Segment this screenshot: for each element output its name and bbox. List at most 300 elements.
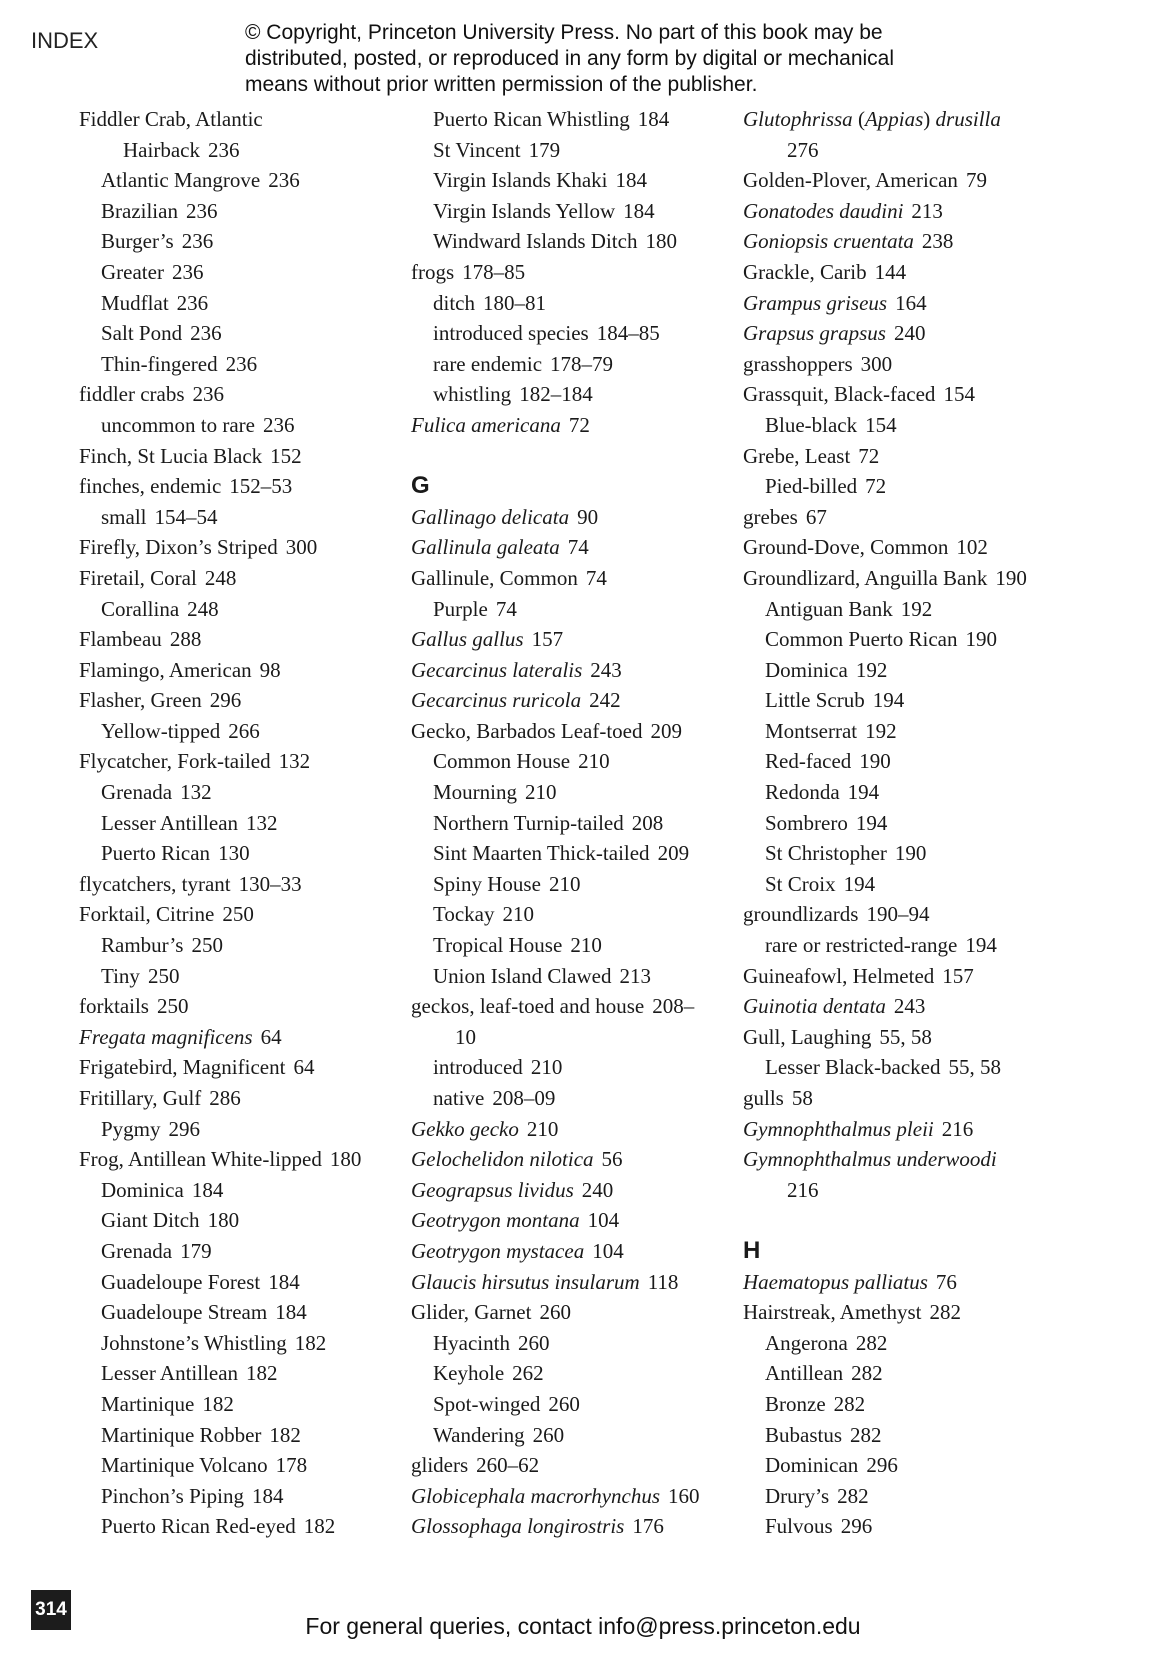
entry-term: Frigatebird, Magnificent [79,1055,286,1080]
entry-term: native [433,1086,485,1110]
entry-term: Glossophaga longirostris [411,1514,625,1539]
entry-term: Puerto Rican [101,841,211,866]
index-entry [411,746,731,777]
entry-page-ref: 154–54 [154,504,218,529]
index-entry [411,288,731,319]
entry-term: Gecarcinus ruricola [411,688,582,713]
entry-page-ref: 179 [528,137,561,162]
entry-term: Grampus griseus [743,290,888,315]
entry-page-ref: 164 [895,290,927,315]
entry-term: Yellow-tipped [101,718,221,743]
index-entry [411,1420,731,1451]
entry-term: Pinchon’s Piping [101,1483,244,1508]
entry-page-ref: 184 [275,1300,307,1325]
entry-page-ref: 216 [941,1116,974,1141]
entry-term: Angerona [765,1330,848,1355]
index-entry [79,1144,399,1175]
index-entry [411,961,731,992]
index-entry [79,991,399,1022]
index-entry [743,777,1103,808]
index-entry [411,930,731,961]
index-entry [743,1175,1103,1206]
entry-page-ref: 176 [632,1514,664,1539]
entry-page-ref: 74 [495,596,517,621]
entry-term: Blue-black [765,412,858,437]
entry-page-ref: 240 [893,321,926,346]
entry-term: Gymnophthalmus pleii [743,1116,934,1141]
entry-term: Grassquit, Black-faced [743,382,936,407]
entry-page-ref: 282 [833,1391,866,1416]
entry-term: Mourning [433,780,517,805]
entry-term: Martinique Robber [101,1422,262,1447]
entry-term: Martinique [101,1391,195,1416]
entry-term-part: drusilla [935,107,1001,131]
entry-page-ref: 236 [268,168,300,193]
index-entry [79,288,399,319]
copyright-line: © Copyright, Princeton University Press. No part of this book may be [245,21,883,44]
index-entry [411,991,731,1022]
index-entry [743,471,1103,502]
entry-term: Pied-billed [765,474,858,499]
entry-term: Brazilian [101,198,178,223]
entry-page-ref: 210 [502,902,535,927]
entry-page-ref: 296 [168,1116,201,1141]
section-letter: G [411,472,430,500]
entry-term: Lesser Antillean [101,810,239,835]
entry-term: Gecarcinus lateralis [411,657,583,682]
entry-page-ref: 276 [787,137,819,162]
entry-page-ref: 296 [866,1453,898,1478]
entry-term: introduced species [433,321,589,346]
entry-term: Tiny [101,963,140,988]
entry-page-ref: 236 [225,351,258,376]
entry-term: Firefly, Dixon’s Striped [79,535,278,560]
entry-term: groundlizards [743,902,859,927]
entry-term: St Croix [765,871,836,896]
entry-page-ref: 282 [855,1330,888,1355]
index-entry [411,165,731,196]
entry-page-ref: 182 [303,1514,336,1539]
index-entry [79,471,399,502]
index-entry [743,441,1103,472]
entry-term: Lesser Antillean [101,1361,239,1386]
entry-page-ref: 260 [548,1391,580,1416]
index-entry [743,410,1103,441]
index-entry [79,1022,399,1053]
entry-page-ref: 10 [455,1024,476,1049]
entry-term: Dominica [765,657,848,682]
entry-page-ref: 55, 58 [879,1024,932,1049]
entry-page-ref: 194 [843,871,876,896]
entry-page-ref: 102 [956,535,988,560]
entry-term: Common Puerto Rican [765,627,958,652]
index-entry [411,1022,731,1053]
entry-term: Guadeloupe Forest [101,1269,261,1294]
entry-term: geckos, leaf-toed and house [411,994,645,1019]
index-entry [79,104,399,135]
entry-term: Groundlizard, Anguilla Bank [743,565,988,590]
index-entry [411,410,731,441]
index-entry [411,257,731,288]
entry-page-ref: 190 [995,565,1027,590]
index-entry [411,716,731,747]
index-entry [79,257,399,288]
index-entry [743,1328,1103,1359]
entry-term: Martinique Volcano [101,1453,268,1478]
index-entry [79,961,399,992]
entry-page-ref: 210 [578,749,610,774]
index-entry [411,899,731,930]
entry-page-ref: 144 [874,259,907,284]
entry-page-ref: 157 [942,963,974,988]
index-entry [411,196,731,227]
index-entry [411,1297,731,1328]
index-entry [411,808,731,839]
index-entry [411,1052,731,1083]
entry-page-ref: 242 [589,688,621,713]
entry-term: Finch, St Lucia Black [79,443,263,468]
index-entry [411,1389,731,1420]
entry-term: Grenada [101,1238,173,1263]
entry-term: Guinotia dentata [743,994,886,1019]
entry-term: Greater [101,259,164,284]
index-entry [79,1481,399,1512]
entry-term: ditch [433,290,475,315]
index-entry [411,379,731,410]
entry-term: St Vincent [433,137,521,162]
index-entry [743,1389,1103,1420]
index-entry [411,838,731,869]
entry-term: Guineafowl, Helmeted [743,963,935,988]
index-entry [743,532,1103,563]
entry-term: Firetail, Coral [79,565,197,590]
index-entry [743,716,1103,747]
entry-term: fiddler crabs [79,382,185,407]
entry-term: Atlantic Mangrove [101,168,261,193]
entry-term: Corallina [101,596,180,621]
entry-page-ref: 236 [207,137,240,162]
entry-page-ref: 236 [262,412,295,437]
entry-page-ref: 192 [855,657,888,682]
index-entry [743,318,1103,349]
entry-term: Goniopsis cruentata [743,229,914,254]
entry-page-ref: 180 [645,229,677,254]
index-entry [743,226,1103,257]
entry-page-ref: 240 [581,1177,614,1202]
entry-term: grebes [743,504,798,529]
entry-page-ref: 184 [251,1483,284,1508]
entry-page-ref: 192 [900,596,933,621]
entry-term: Frog, Antillean White-lipped [79,1147,322,1172]
index-entry [411,532,731,563]
entry-page-ref: 243 [590,657,622,682]
index-entry [411,1144,731,1175]
index-entry [743,379,1103,410]
entry-term: Puerto Rican Red-eyed [101,1514,296,1539]
entry-term: Gallinule, Common [411,565,578,590]
index-entry [743,563,1103,594]
section-spacer [411,441,731,472]
entry-term: Keyhole [433,1361,505,1386]
index-entry [411,655,731,686]
index-entry [79,1511,399,1542]
index-column-2 [411,104,731,1542]
entry-page-ref: 184–85 [596,321,660,346]
entry-page-ref: 184 [191,1177,224,1202]
entry-page-ref: 182 [294,1330,327,1355]
entry-term: Glaucis hirsutus insularum [411,1269,640,1294]
entry-page-ref: 58 [791,1086,813,1110]
entry-term: Purple [433,596,488,621]
entry-term: Red-faced [765,749,852,774]
entry-term-part: ( [852,107,865,131]
entry-page-ref: 300 [285,535,318,560]
index-entry [79,746,399,777]
entry-term: Dominica [101,1177,184,1202]
index-entry [79,165,399,196]
entry-term: Geograpsus lividus [411,1177,574,1202]
entry-page-ref: 250 [191,933,223,958]
entry-page-ref: 194 [965,933,997,958]
index-entry [411,1328,731,1359]
entry-page-ref: 210 [525,780,557,805]
index-entry [743,869,1103,900]
entry-term: Glider, Garnet [411,1300,532,1325]
index-entry [411,777,731,808]
index-entry [79,1389,399,1420]
entry-term: Gallinago delicata [411,504,570,529]
entry-page-ref: 243 [893,994,926,1019]
index-entry [743,135,1103,166]
entry-page-ref: 104 [592,1238,624,1263]
index-entry [79,1267,399,1298]
entry-page-ref: 132 [278,749,311,774]
entry-page-ref: 190 [859,749,891,774]
index-entry [743,349,1103,380]
index-entry [79,441,399,472]
entry-page-ref: 262 [512,1361,544,1386]
entry-page-ref: 209 [657,841,690,866]
index-entry [79,930,399,961]
index-column-3 [743,104,1103,1542]
entry-page-ref: 157 [531,627,564,652]
entry-term: Gallinula galeata [411,535,560,560]
index-entry [79,532,399,563]
entry-term: Fulica americana [411,412,561,437]
entry-term: whistling [433,382,512,407]
index-entry [411,1236,731,1267]
entry-page-ref: 250 [147,963,180,988]
entry-term: Spiny House [433,871,541,896]
running-header: INDEX [31,28,99,53]
index-entry [79,502,399,533]
index-entry [411,1481,731,1512]
entry-page-ref: 260 [539,1300,571,1325]
index-entry [79,1297,399,1328]
entry-page-ref: 154 [943,382,975,407]
section-letter: H [743,1236,761,1264]
entry-term: gliders [411,1453,469,1478]
index-entry [411,1511,731,1542]
entry-page-ref: 64 [293,1055,315,1080]
entry-term: Redonda [765,780,840,805]
index-entry [79,410,399,441]
entry-page-ref: 154 [865,412,897,437]
index-entry [743,165,1103,196]
entry-term: Gekko gecko [411,1116,519,1141]
entry-page-ref: 213 [619,963,651,988]
entry-page-ref: 190 [894,841,927,866]
entry-term: Pygmy [101,1116,161,1141]
entry-term: Antillean [765,1361,844,1386]
entry-term [743,107,1001,131]
entry-term: Gecko, Barbados Leaf-toed [411,718,643,743]
entry-term: rare or restricted-range [765,933,958,958]
index-entry [79,318,399,349]
entry-page-ref: 56 [601,1147,623,1172]
entry-term: Giant Ditch [101,1208,200,1233]
entry-term: Hyacinth [433,1330,510,1355]
index-entry [411,318,731,349]
entry-page-ref: 282 [850,1422,882,1447]
entry-term: introduced [433,1055,523,1080]
entry-page-ref: 248 [204,565,237,590]
entry-term: Bubastus [765,1422,843,1447]
index-entry [79,869,399,900]
entry-page-ref: 210 [526,1116,559,1141]
index-entry [411,624,731,655]
entry-page-ref: 182 [246,1361,278,1386]
index-entry [79,838,399,869]
entry-page-ref: 260–62 [476,1453,540,1478]
index-entry [743,991,1103,1022]
index-entry [743,502,1103,533]
entry-page-ref: 260 [517,1330,550,1355]
section-spacer [743,1205,1103,1236]
entry-page-ref: 210 [570,933,602,958]
entry-page-ref: 286 [209,1086,241,1110]
entry-page-ref: 130–33 [238,871,302,896]
index-entry [79,716,399,747]
index-entry [743,257,1103,288]
index-entry [411,135,731,166]
entry-page-ref: 250 [156,994,189,1019]
entry-page-ref: 213 [911,198,943,223]
index-entry [79,1328,399,1359]
entry-page-ref: 72 [568,412,590,437]
index-entry [743,1083,1103,1114]
entry-term: Grapsus grapsus [743,321,886,346]
entry-page-ref: 72 [858,443,880,468]
index-entry [79,1083,399,1114]
entry-term: Common House [433,749,571,774]
entry-term: Gonatodes daudini [743,198,904,223]
entry-term: Fulvous [765,1514,833,1539]
entry-page-ref: 180–81 [483,290,546,315]
entry-page-ref: 180 [329,1147,362,1172]
entry-term: Golden-Plover, American [743,168,958,193]
entry-page-ref: 194 [872,688,905,713]
index-entry [79,1450,399,1481]
index-entry [411,1267,731,1298]
entry-page-ref: 250 [222,902,254,927]
entry-term: Dominican [765,1453,859,1478]
index-entry [743,899,1103,930]
entry-page-ref: 296 [840,1514,873,1539]
index-entry [411,104,731,135]
entry-term: Mudflat [101,290,169,315]
entry-page-ref: 192 [865,718,897,743]
index-entry [411,1450,731,1481]
index-entry [79,1114,399,1145]
entry-term: Ground-Dove, Common [743,535,949,560]
entry-page-ref: 210 [548,871,581,896]
entry-term: St Christopher [765,841,887,866]
entry-page-ref: 266 [228,718,260,743]
entry-page-ref: 300 [860,351,893,376]
index-entry [79,1175,399,1206]
entry-term: Flasher, Green [79,688,202,713]
entry-term: Guadeloupe Stream [101,1300,268,1325]
entry-page-ref: 208– [652,994,695,1019]
index-entry [79,226,399,257]
entry-page-ref: 236 [192,382,225,407]
index-entry [79,1052,399,1083]
entry-page-ref: 236 [171,259,204,284]
index-entry [411,1175,731,1206]
index-entry [79,685,399,716]
entry-term: Sint Maarten Thick-tailed [433,841,650,866]
entry-page-ref: 194 [855,810,888,835]
entry-page-ref: 260 [532,1422,565,1447]
entry-page-ref: 184 [615,168,648,193]
entry-page-ref: 208 [631,810,664,835]
entry-term: Haematopus palliatus [743,1269,928,1294]
entry-term: Globicephala macrorhynchus [411,1483,661,1508]
entry-term: uncommon to rare [101,412,255,437]
index-entry [743,685,1103,716]
entry-page-ref: 79 [965,168,987,193]
entry-page-ref: 55, 58 [948,1055,1001,1080]
entry-term: Union Island Clawed [433,963,612,988]
entry-term: Spot-winged [433,1391,541,1416]
entry-page-ref: 236 [181,229,214,254]
entry-term: Tockay [433,902,495,927]
entry-page-ref: 216 [787,1177,819,1202]
page-number: 314 [31,1590,71,1630]
entry-term: Grackle, Carib [743,259,867,284]
index-entry [79,349,399,380]
entry-term: Fritillary, Gulf [79,1086,202,1110]
entry-term: Tropical House [433,933,563,958]
entry-term: Hairstreak, Amethyst [743,1300,922,1325]
index-entry [743,808,1103,839]
index-entry [743,1114,1103,1145]
entry-term-part: Glutophrissa [743,107,853,131]
entry-page-ref: 132 [246,810,278,835]
entry-page-ref: 178–79 [550,351,614,376]
entry-term: Northern Turnip-tailed [433,810,624,835]
entry-term: Drury’s [765,1483,830,1508]
entry-page-ref: 208–09 [492,1086,556,1110]
index-entry [411,1205,731,1236]
entry-page-ref: 104 [587,1208,620,1233]
entry-term: Lesser Black-backed [765,1055,941,1080]
index-entry [79,563,399,594]
entry-term: Montserrat [765,718,858,743]
index-entry [79,1236,399,1267]
copyright-line: means without prior written permission of the publisher. [245,73,758,96]
